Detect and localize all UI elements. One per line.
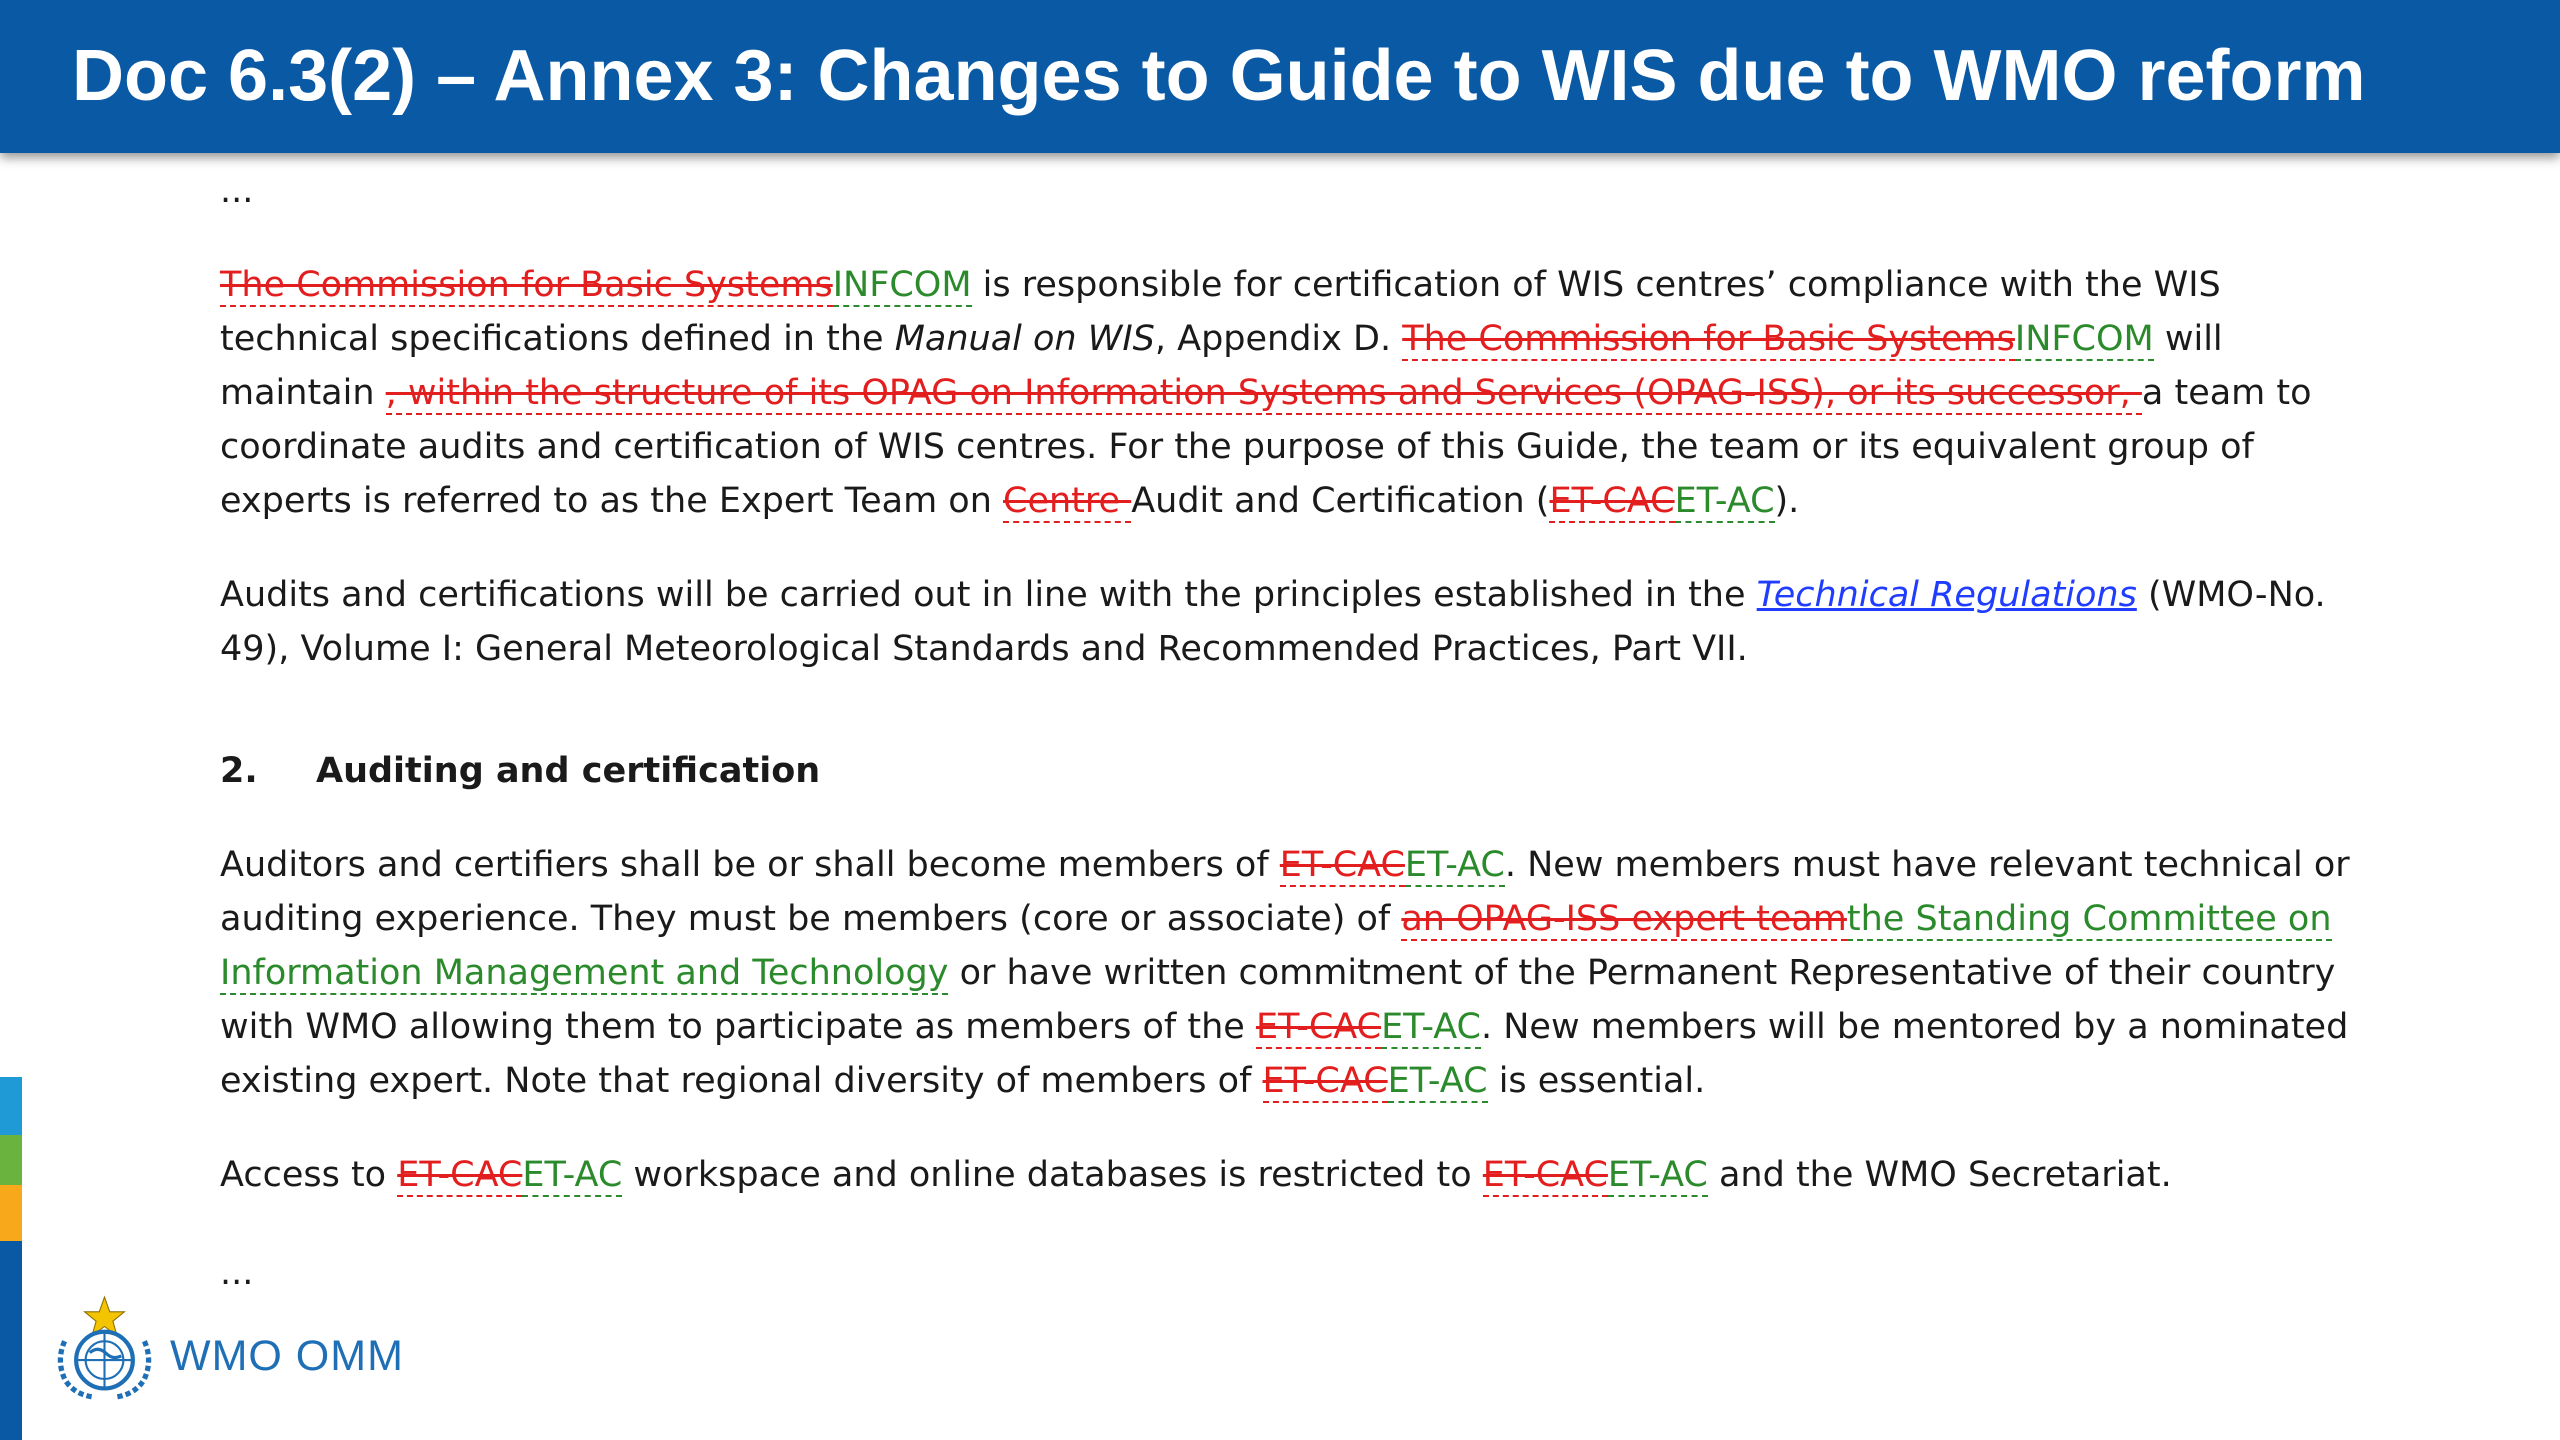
color-stripe-orange: [0, 1185, 22, 1241]
inserted-text: ET-AC: [1607, 1155, 1708, 1195]
section-heading-text: Auditing and certification: [316, 751, 821, 791]
document-body: [220, 164, 2350, 1300]
paragraph-certification: [220, 258, 2350, 528]
deleted-text: The Commission for Basic Systems: [1402, 319, 2015, 359]
body-text: Access to: [220, 1155, 398, 1195]
deleted-text: The Commission for Basic Systems: [220, 265, 833, 305]
slide-title: Doc 6.3(2) – Annex 3: Changes to Guide to WIS due to WMO reform: [72, 36, 2366, 116]
section-number: 2.: [220, 751, 258, 791]
body-text: will maintain: [220, 319, 2223, 413]
inserted-text: the Standing Committee on Information Management and Technology: [220, 899, 2332, 993]
paragraph-audits-principles: [220, 568, 2350, 676]
body-text: and the WMO Secretariat.: [1707, 1155, 2172, 1195]
paragraph-auditors: [220, 838, 2350, 1108]
inserted-text: ET-AC: [1674, 481, 1775, 521]
body-text: or have written commitment of the Permanent Representative of their country with WMO allowing them to participate as members of the: [220, 953, 2336, 1047]
body-text: is responsible for certification of WIS centres’ compliance with the WIS technical specifications defined in the: [220, 265, 2221, 359]
inserted-text: ET-AC: [1381, 1007, 1481, 1047]
slide-header: [0, 0, 2560, 153]
inserted-text: INFCOM: [2014, 319, 2154, 359]
deleted-text: ET-CAC: [1255, 1007, 1382, 1047]
color-stripe-navy: [0, 1241, 22, 1440]
color-stripe-blue: [0, 1077, 22, 1135]
ellipsis-bottom: ...: [220, 1253, 254, 1293]
body-text: . New members will be mentored by a nominated existing expert. Note that regional diversity of members of: [220, 1007, 2349, 1101]
deleted-text: ET-CAC: [397, 1155, 523, 1195]
logo-text: WMO OMM: [170, 1332, 404, 1380]
deleted-text: ET-CAC: [1262, 1061, 1388, 1101]
deleted-text: ET-CAC: [1482, 1155, 1608, 1195]
inserted-text: ET-AC: [1387, 1061, 1488, 1101]
section-heading: [220, 744, 2350, 798]
body-text: is essential.: [1487, 1061, 1706, 1101]
manual-title: Manual on WIS: [894, 319, 1155, 359]
paragraph-access: [220, 1148, 2350, 1202]
deleted-text: ET-CAC: [1549, 481, 1675, 521]
technical-regulations-link[interactable]: Technical Regulations: [1756, 575, 2137, 615]
color-stripe-green: [0, 1135, 22, 1185]
inserted-text: INFCOM: [832, 265, 972, 305]
body-text: (WMO-No. 49), Volume I: General Meteorological Standards and Recommended Practices, Part VII.: [220, 575, 2326, 669]
body-text: workspace and online databases is restricted to: [622, 1155, 1483, 1195]
inserted-text: ET-AC: [1404, 845, 1505, 885]
inserted-text: ET-AC: [522, 1155, 623, 1195]
body-text: Audit and Certification (: [1131, 481, 1550, 521]
deleted-text: an OPAG-ISS expert team: [1401, 899, 1847, 939]
body-text: , Appendix D.: [1154, 319, 1403, 359]
deleted-text: , within the structure of its OPAG on Information Systems and Services (OPAG-ISS), or its successor,: [385, 373, 2142, 413]
deleted-text: Centre: [1003, 481, 1132, 521]
wmo-emblem-icon: [52, 1295, 157, 1400]
ellipsis-top: ...: [220, 171, 254, 211]
body-text: Audits and certifications will be carried out in line with the principles established in the: [220, 575, 1757, 615]
body-text: a team to coordinate audits and certification of WIS centres. For the purpose of this Guide, the team or its equivalent group of experts is referred to as the Expert Team on: [220, 373, 2312, 521]
body-text: ).: [1774, 481, 1800, 521]
deleted-text: ET-CAC: [1279, 845, 1405, 885]
body-text: Auditors and certifiers shall be or shall become members of: [220, 845, 1280, 885]
body-text: . New members must have relevant technical or auditing experience. They must be members (core or associate) of: [220, 845, 2350, 939]
